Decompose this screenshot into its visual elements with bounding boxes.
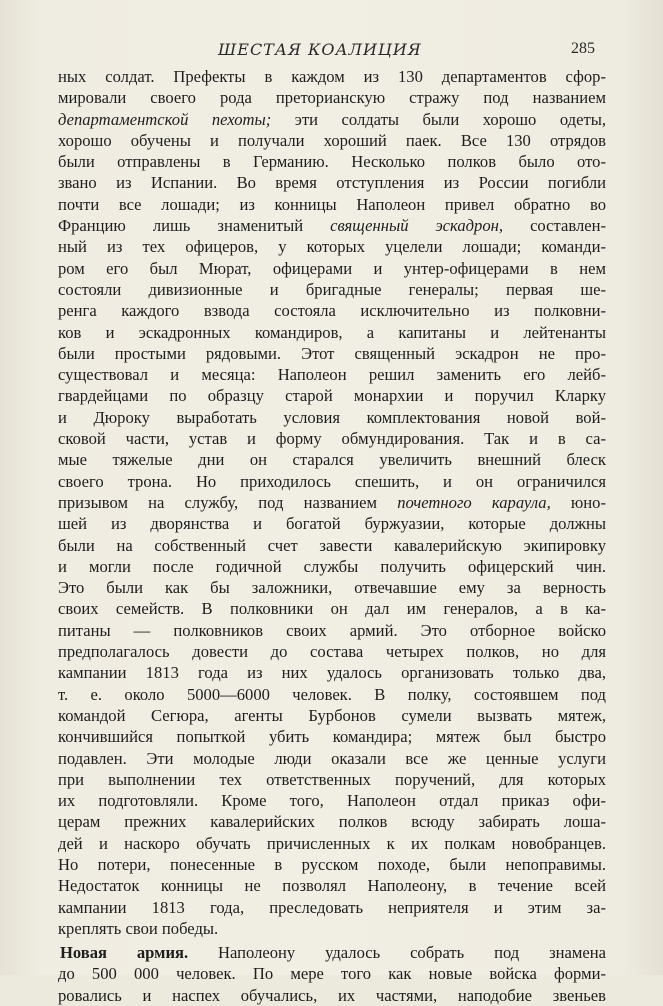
italic-term: священный эскадрон, <box>330 216 504 236</box>
text-line: ков и эскадронных командиров, а капитаны и лейтенанты <box>58 322 606 342</box>
text-line: при выполнении тех ответственных поручений, для которых <box>58 769 606 789</box>
text-line: гвардейцами по образцу старой монархии и поручил Кларку <box>58 386 606 406</box>
text-line: были отправлены в Германию. Несколько полков было ото- <box>58 152 606 172</box>
text-line: церам прежних кавалерийских полков всюду забирать лоша- <box>58 812 606 832</box>
text-line: ровались и наспех обучались, их частями, наподобие звеньев <box>58 985 606 1005</box>
body-text <box>58 66 606 1006</box>
text-line: мые тяжелые дни он старался увеличить внешний блеск <box>58 450 606 470</box>
text-fragment: юно- <box>550 492 606 512</box>
italic-term: департаментской пехоты; <box>58 109 272 129</box>
text-fragment: эти солдаты были хорошо одеты, <box>271 109 606 129</box>
text-line <box>58 109 606 130</box>
text-line: кампании 1813 года, преследовать неприятеля и этим за- <box>58 897 606 917</box>
italic-term: почетного караула, <box>397 492 551 512</box>
text-line: ный из тех офицеров, у которых уцелели лошади; команди- <box>58 237 606 257</box>
text-line: кампании 1813 года из них удалось организовать только два, <box>58 663 606 683</box>
page-number: 285 <box>571 40 595 57</box>
text-fragment: Францию лишь знаменитый <box>58 216 331 236</box>
text-line: своего трона. Но приходилось спешить, и он ограничился <box>58 471 606 491</box>
text-line: своих семейств. В полковники он дал им генералов, а в ка- <box>58 599 606 619</box>
text-line: ренга каждого взвода состояла исключительно из полковни- <box>58 301 606 321</box>
text-line: Недостаток конницы не позволял Наполеону, в течение всей <box>58 876 606 896</box>
text-line: дей и наскоро обучать причисленных к их полкам новобранцев. <box>58 833 606 853</box>
text-line: т. е. около 5000—6000 человек. В полку, состоявшем под <box>58 684 606 704</box>
text-line: мировали своего рода преторианскую стражу под названием <box>58 88 606 108</box>
text-line: были на собственный счет завести кавалерийскую экипировку <box>58 535 606 555</box>
text-line <box>58 492 606 513</box>
text-line: подавлен. Эти молодые люди оказали все же ценные услуги <box>58 748 606 768</box>
text-line: и Дюроку выработать условия комплектования новой вой- <box>58 407 606 427</box>
text-line: шей из дворянства и богатой буржуазии, которые должны <box>58 514 606 534</box>
text-fragment: призывом на службу, под названием <box>58 492 398 512</box>
text-line: звано из Испании. Во время отступления из России погибли <box>58 173 606 193</box>
text-line: кончившийся попыткой убить командира; мятеж был быстро <box>58 727 606 747</box>
text-line: до 500 000 человек. По мере того как новые войска форми- <box>58 964 606 984</box>
text-line: креплять свои победы. <box>58 918 219 938</box>
text-line: ных солдат. Префекты в каждом из 130 департаментов сфор- <box>58 67 606 86</box>
text-line: ром его был Мюрат, офицерами и унтер-офицерами в нем <box>58 258 606 278</box>
text-line: были простыми рядовыми. Этот священный эскадрон не про- <box>58 343 606 363</box>
text-line: командой Сегюра, агенты Бурбонов сумели вызвать мятеж, <box>58 705 606 725</box>
text-line: состояли дивизионные и бригадные генералы; первая ше- <box>58 279 606 299</box>
text-fragment: составлен- <box>503 216 606 236</box>
text-line: питаны — полковников своих армий. Это отборное войско <box>58 620 606 640</box>
section-heading: Новая армия. <box>60 943 189 963</box>
running-head <box>0 40 663 64</box>
text-line: сковой части, устав и форму обмундирования. Так и в са- <box>58 429 606 449</box>
text-line: существовал и месяца: Наполеон решил заменить его лейб- <box>58 365 606 385</box>
text-line: их подготовляли. Кроме того, Наполеон отдал приказ офи- <box>58 791 606 811</box>
running-title: ШЕСТАЯ КОАЛИЦИЯ <box>218 40 422 59</box>
text-line: Это были как бы заложники, отвечавшие ему за верность <box>58 578 606 598</box>
text-line: Но потери, понесенные в русском походе, были непоправимы. <box>58 854 606 874</box>
text-line: почти все лошади; из конницы Наполеон привел обратно во <box>58 194 606 214</box>
text-fragment: Наполеону удалось собрать под знамена <box>188 943 606 963</box>
text-line: предполагалось довести до состава четырех полков, но для <box>58 642 606 662</box>
section-first-line <box>58 942 606 963</box>
text-line: и могли после годичной службы получить офицерский чин. <box>58 556 606 576</box>
text-line: хорошо обучены и получали хороший паек. Все 130 отрядов <box>58 130 606 150</box>
text-line <box>58 215 606 236</box>
